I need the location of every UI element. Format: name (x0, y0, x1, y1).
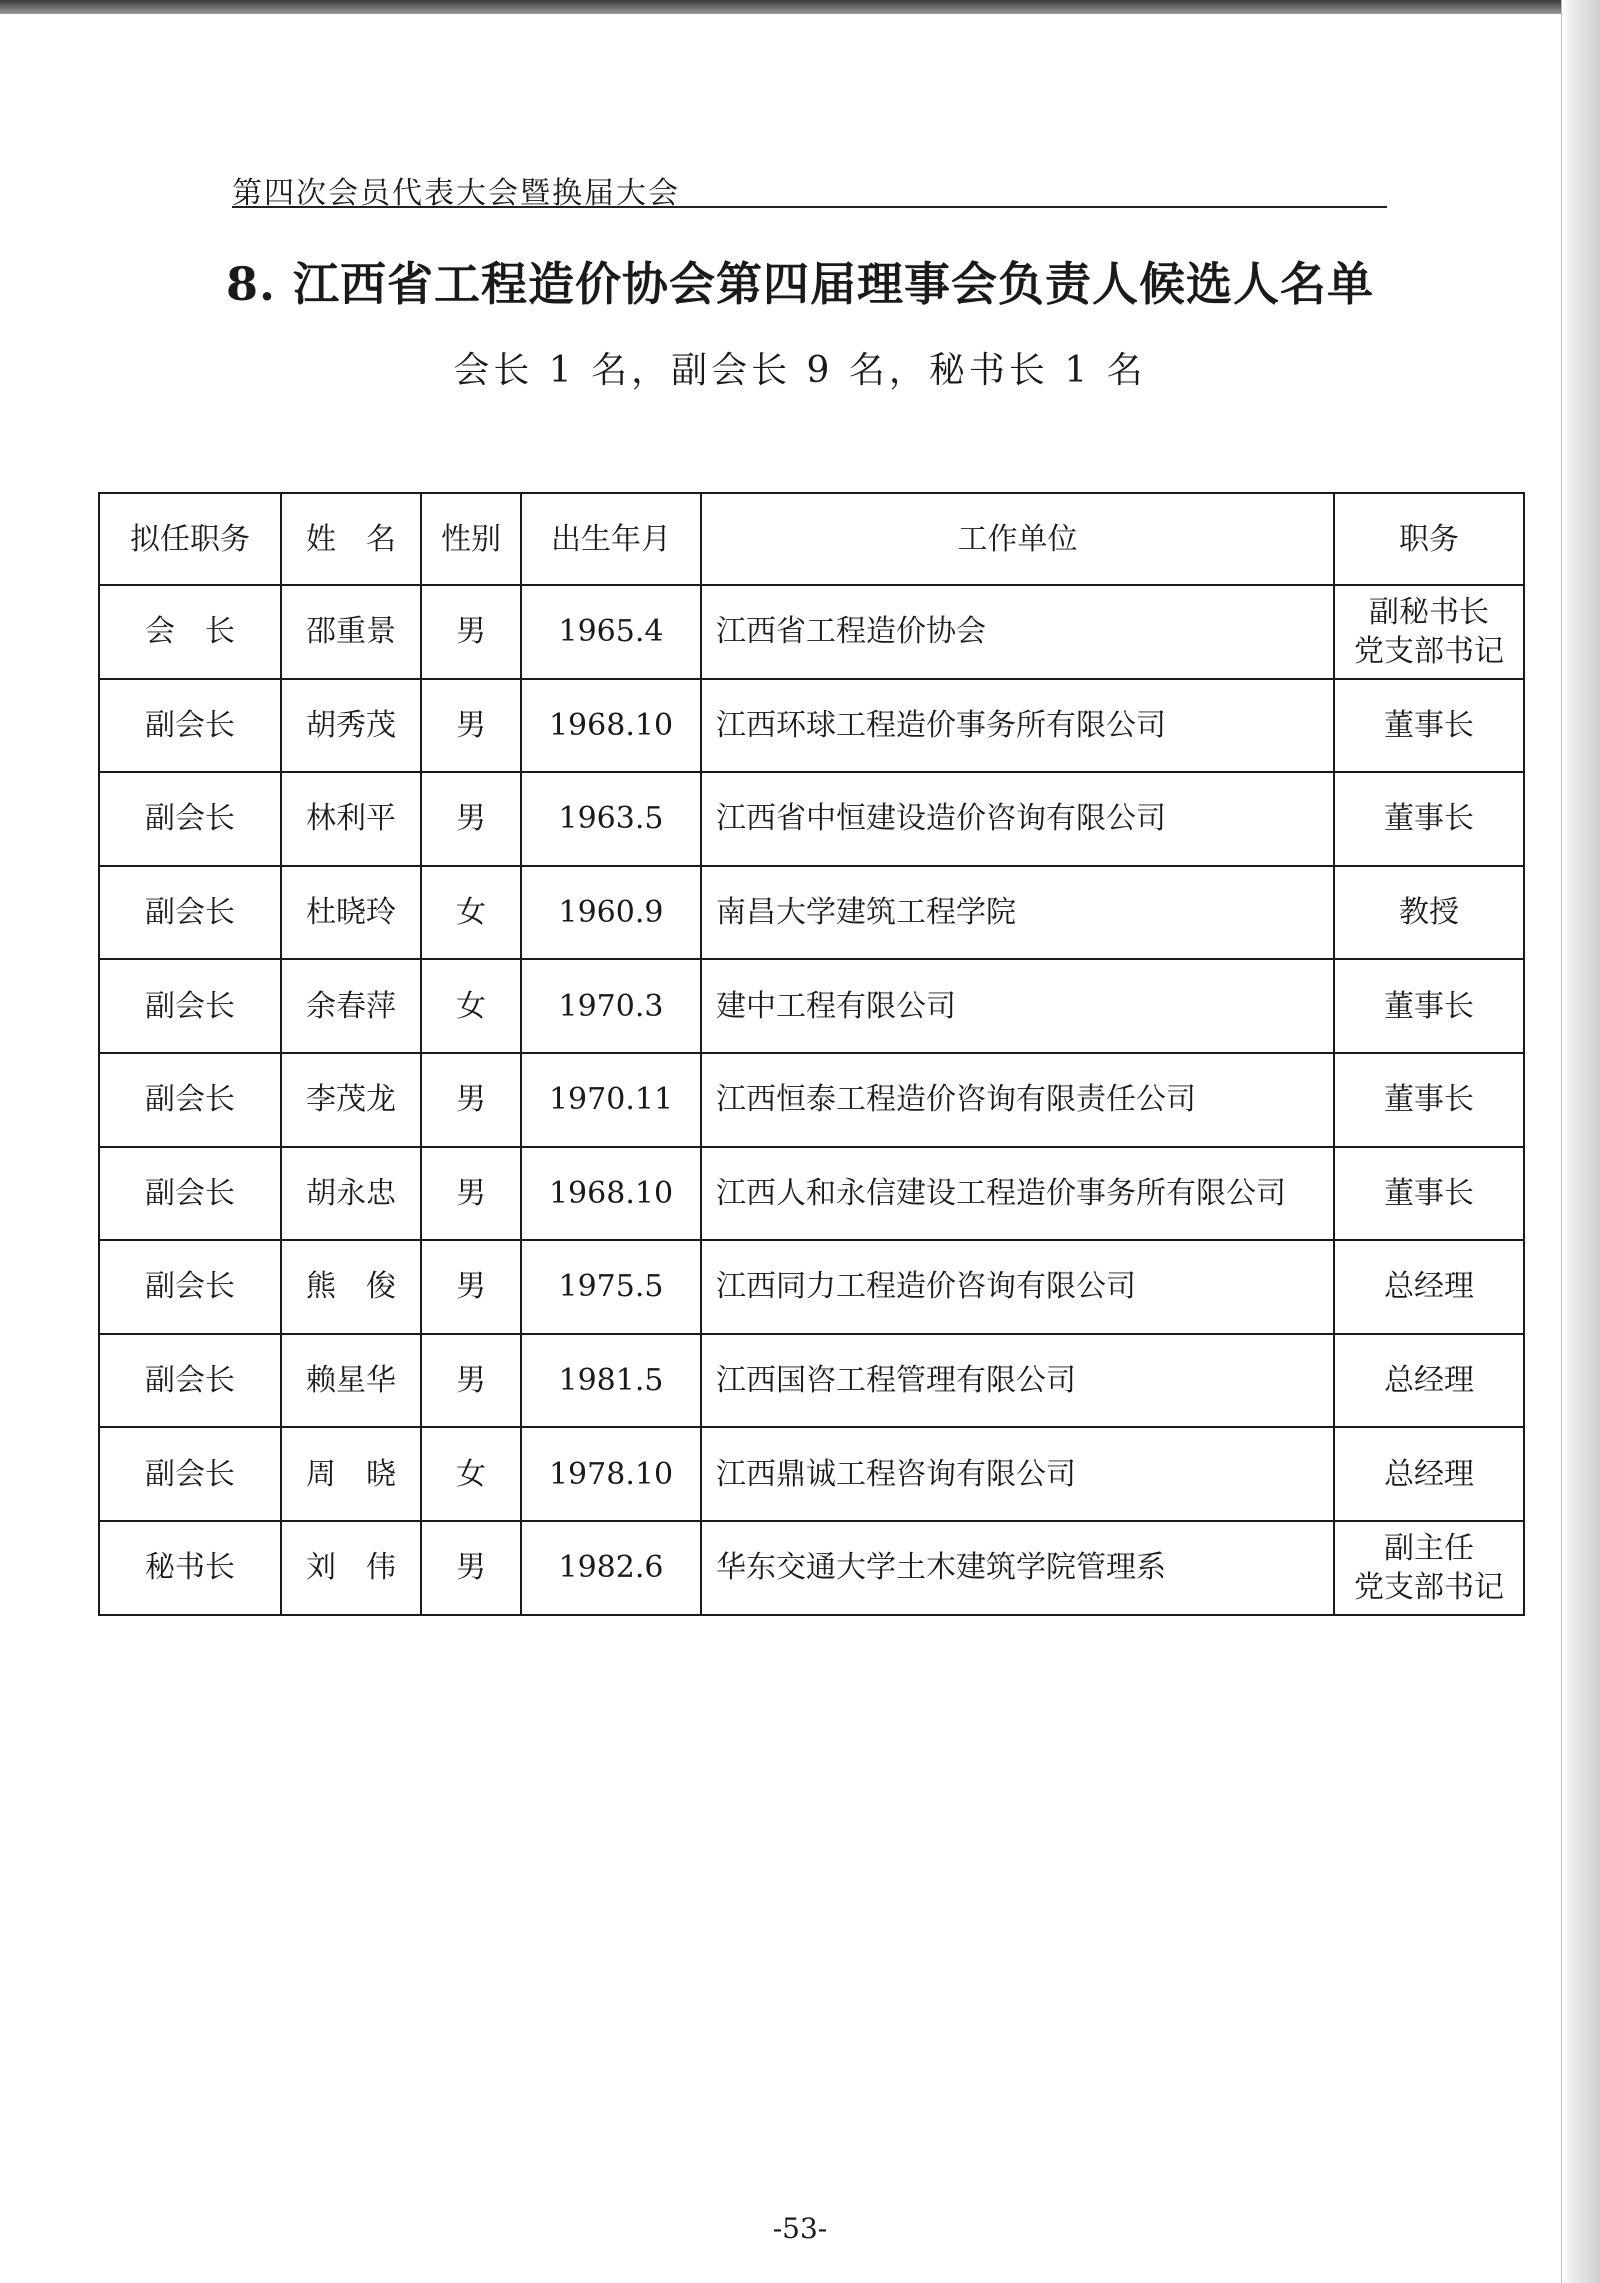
name-cell: 赖星华 (281, 1334, 421, 1428)
position-cell: 总经理 (1334, 1427, 1524, 1521)
position-cell: 董事长 (1334, 959, 1524, 1053)
table-row (99, 772, 1524, 866)
name-cell: 熊 俊 (281, 1240, 421, 1334)
name-cell: 林利平 (281, 772, 421, 866)
table-row (99, 1521, 1524, 1615)
role-cell: 副会长 (99, 1334, 281, 1428)
birth-cell: 1975.5 (521, 1240, 701, 1334)
candidate-table (98, 492, 1525, 1616)
column-header: 出生年月 (521, 493, 701, 585)
position-cell: 总经理 (1334, 1334, 1524, 1428)
role-cell: 秘书长 (99, 1521, 281, 1615)
name-cell: 杜晓玲 (281, 866, 421, 960)
column-header: 职务 (1334, 493, 1524, 585)
gender-cell: 男 (421, 1334, 521, 1428)
position-cell: 董事长 (1334, 1053, 1524, 1147)
unit-cell: 江西恒泰工程造价咨询有限责任公司 (701, 1053, 1334, 1147)
position-cell: 副主任 党支部书记 (1334, 1521, 1524, 1615)
gender-cell: 男 (421, 1147, 521, 1241)
table-row (99, 679, 1524, 773)
unit-cell: 南昌大学建筑工程学院 (701, 866, 1334, 960)
role-cell: 副会长 (99, 866, 281, 960)
table-header-row (99, 493, 1524, 585)
birth-cell: 1963.5 (521, 772, 701, 866)
birth-cell: 1965.4 (521, 585, 701, 679)
gender-cell: 女 (421, 866, 521, 960)
birth-cell: 1970.11 (521, 1053, 701, 1147)
table-row (99, 1053, 1524, 1147)
name-cell: 李茂龙 (281, 1053, 421, 1147)
table-row (99, 585, 1524, 679)
unit-cell: 江西环球工程造价事务所有限公司 (701, 679, 1334, 773)
column-header: 姓 名 (281, 493, 421, 585)
scan-top-edge (0, 0, 1600, 14)
unit-cell: 江西人和永信建设工程造价事务所有限公司 (701, 1147, 1334, 1241)
gender-cell: 男 (421, 1053, 521, 1147)
name-cell: 余春萍 (281, 959, 421, 1053)
unit-cell: 建中工程有限公司 (701, 959, 1334, 1053)
gender-cell: 女 (421, 959, 521, 1053)
name-cell: 胡永忠 (281, 1147, 421, 1241)
table-row (99, 1427, 1524, 1521)
role-cell: 副会长 (99, 679, 281, 773)
role-cell: 副会长 (99, 772, 281, 866)
role-cell: 会 长 (99, 585, 281, 679)
name-cell: 胡秀茂 (281, 679, 421, 773)
unit-cell: 江西同力工程造价咨询有限公司 (701, 1240, 1334, 1334)
name-cell: 刘 伟 (281, 1521, 421, 1615)
position-cell: 董事长 (1334, 679, 1524, 773)
role-cell: 副会长 (99, 1053, 281, 1147)
birth-cell: 1968.10 (521, 679, 701, 773)
running-header: 第四次会员代表大会暨换届大会 (232, 176, 680, 211)
page-number: -53- (772, 2212, 828, 2245)
column-header: 工作单位 (701, 493, 1334, 585)
gender-cell: 女 (421, 1427, 521, 1521)
unit-cell: 华东交通大学土木建筑学院管理系 (701, 1521, 1334, 1615)
birth-cell: 1970.3 (521, 959, 701, 1053)
position-cell: 董事长 (1334, 1147, 1524, 1241)
role-cell: 副会长 (99, 1240, 281, 1334)
table-row (99, 1240, 1524, 1334)
role-cell: 副会长 (99, 959, 281, 1053)
birth-cell: 1981.5 (521, 1334, 701, 1428)
gender-cell: 男 (421, 1240, 521, 1334)
position-cell: 董事长 (1334, 772, 1524, 866)
unit-cell: 江西国咨工程管理有限公司 (701, 1334, 1334, 1428)
document-subtitle: 会长 1 名，副会长 9 名，秘书长 1 名 (453, 350, 1147, 391)
gender-cell: 男 (421, 772, 521, 866)
position-cell: 教授 (1334, 866, 1524, 960)
name-cell: 邵重景 (281, 585, 421, 679)
name-cell: 周 晓 (281, 1427, 421, 1521)
role-cell: 副会长 (99, 1147, 281, 1241)
column-header: 拟任职务 (99, 493, 281, 585)
table-body (99, 585, 1524, 1615)
birth-cell: 1978.10 (521, 1427, 701, 1521)
unit-cell: 江西省工程造价协会 (701, 585, 1334, 679)
table-row (99, 1147, 1524, 1241)
gender-cell: 男 (421, 679, 521, 773)
gender-cell: 男 (421, 1521, 521, 1615)
table-header (99, 493, 1524, 585)
header-rule (232, 206, 1387, 208)
position-cell: 副秘书长 党支部书记 (1334, 585, 1524, 679)
birth-cell: 1960.9 (521, 866, 701, 960)
column-header: 性别 (421, 493, 521, 585)
unit-cell: 江西鼎诚工程咨询有限公司 (701, 1427, 1334, 1521)
table-row (99, 959, 1524, 1053)
role-cell: 副会长 (99, 1427, 281, 1521)
birth-cell: 1968.10 (521, 1147, 701, 1241)
position-cell: 总经理 (1334, 1240, 1524, 1334)
table-row (99, 1334, 1524, 1428)
unit-cell: 江西省中恒建设造价咨询有限公司 (701, 772, 1334, 866)
gender-cell: 男 (421, 585, 521, 679)
document-title: 8. 江西省工程造价协会第四届理事会负责人候选人名单 (225, 257, 1375, 311)
birth-cell: 1982.6 (521, 1521, 701, 1615)
table-row (99, 866, 1524, 960)
